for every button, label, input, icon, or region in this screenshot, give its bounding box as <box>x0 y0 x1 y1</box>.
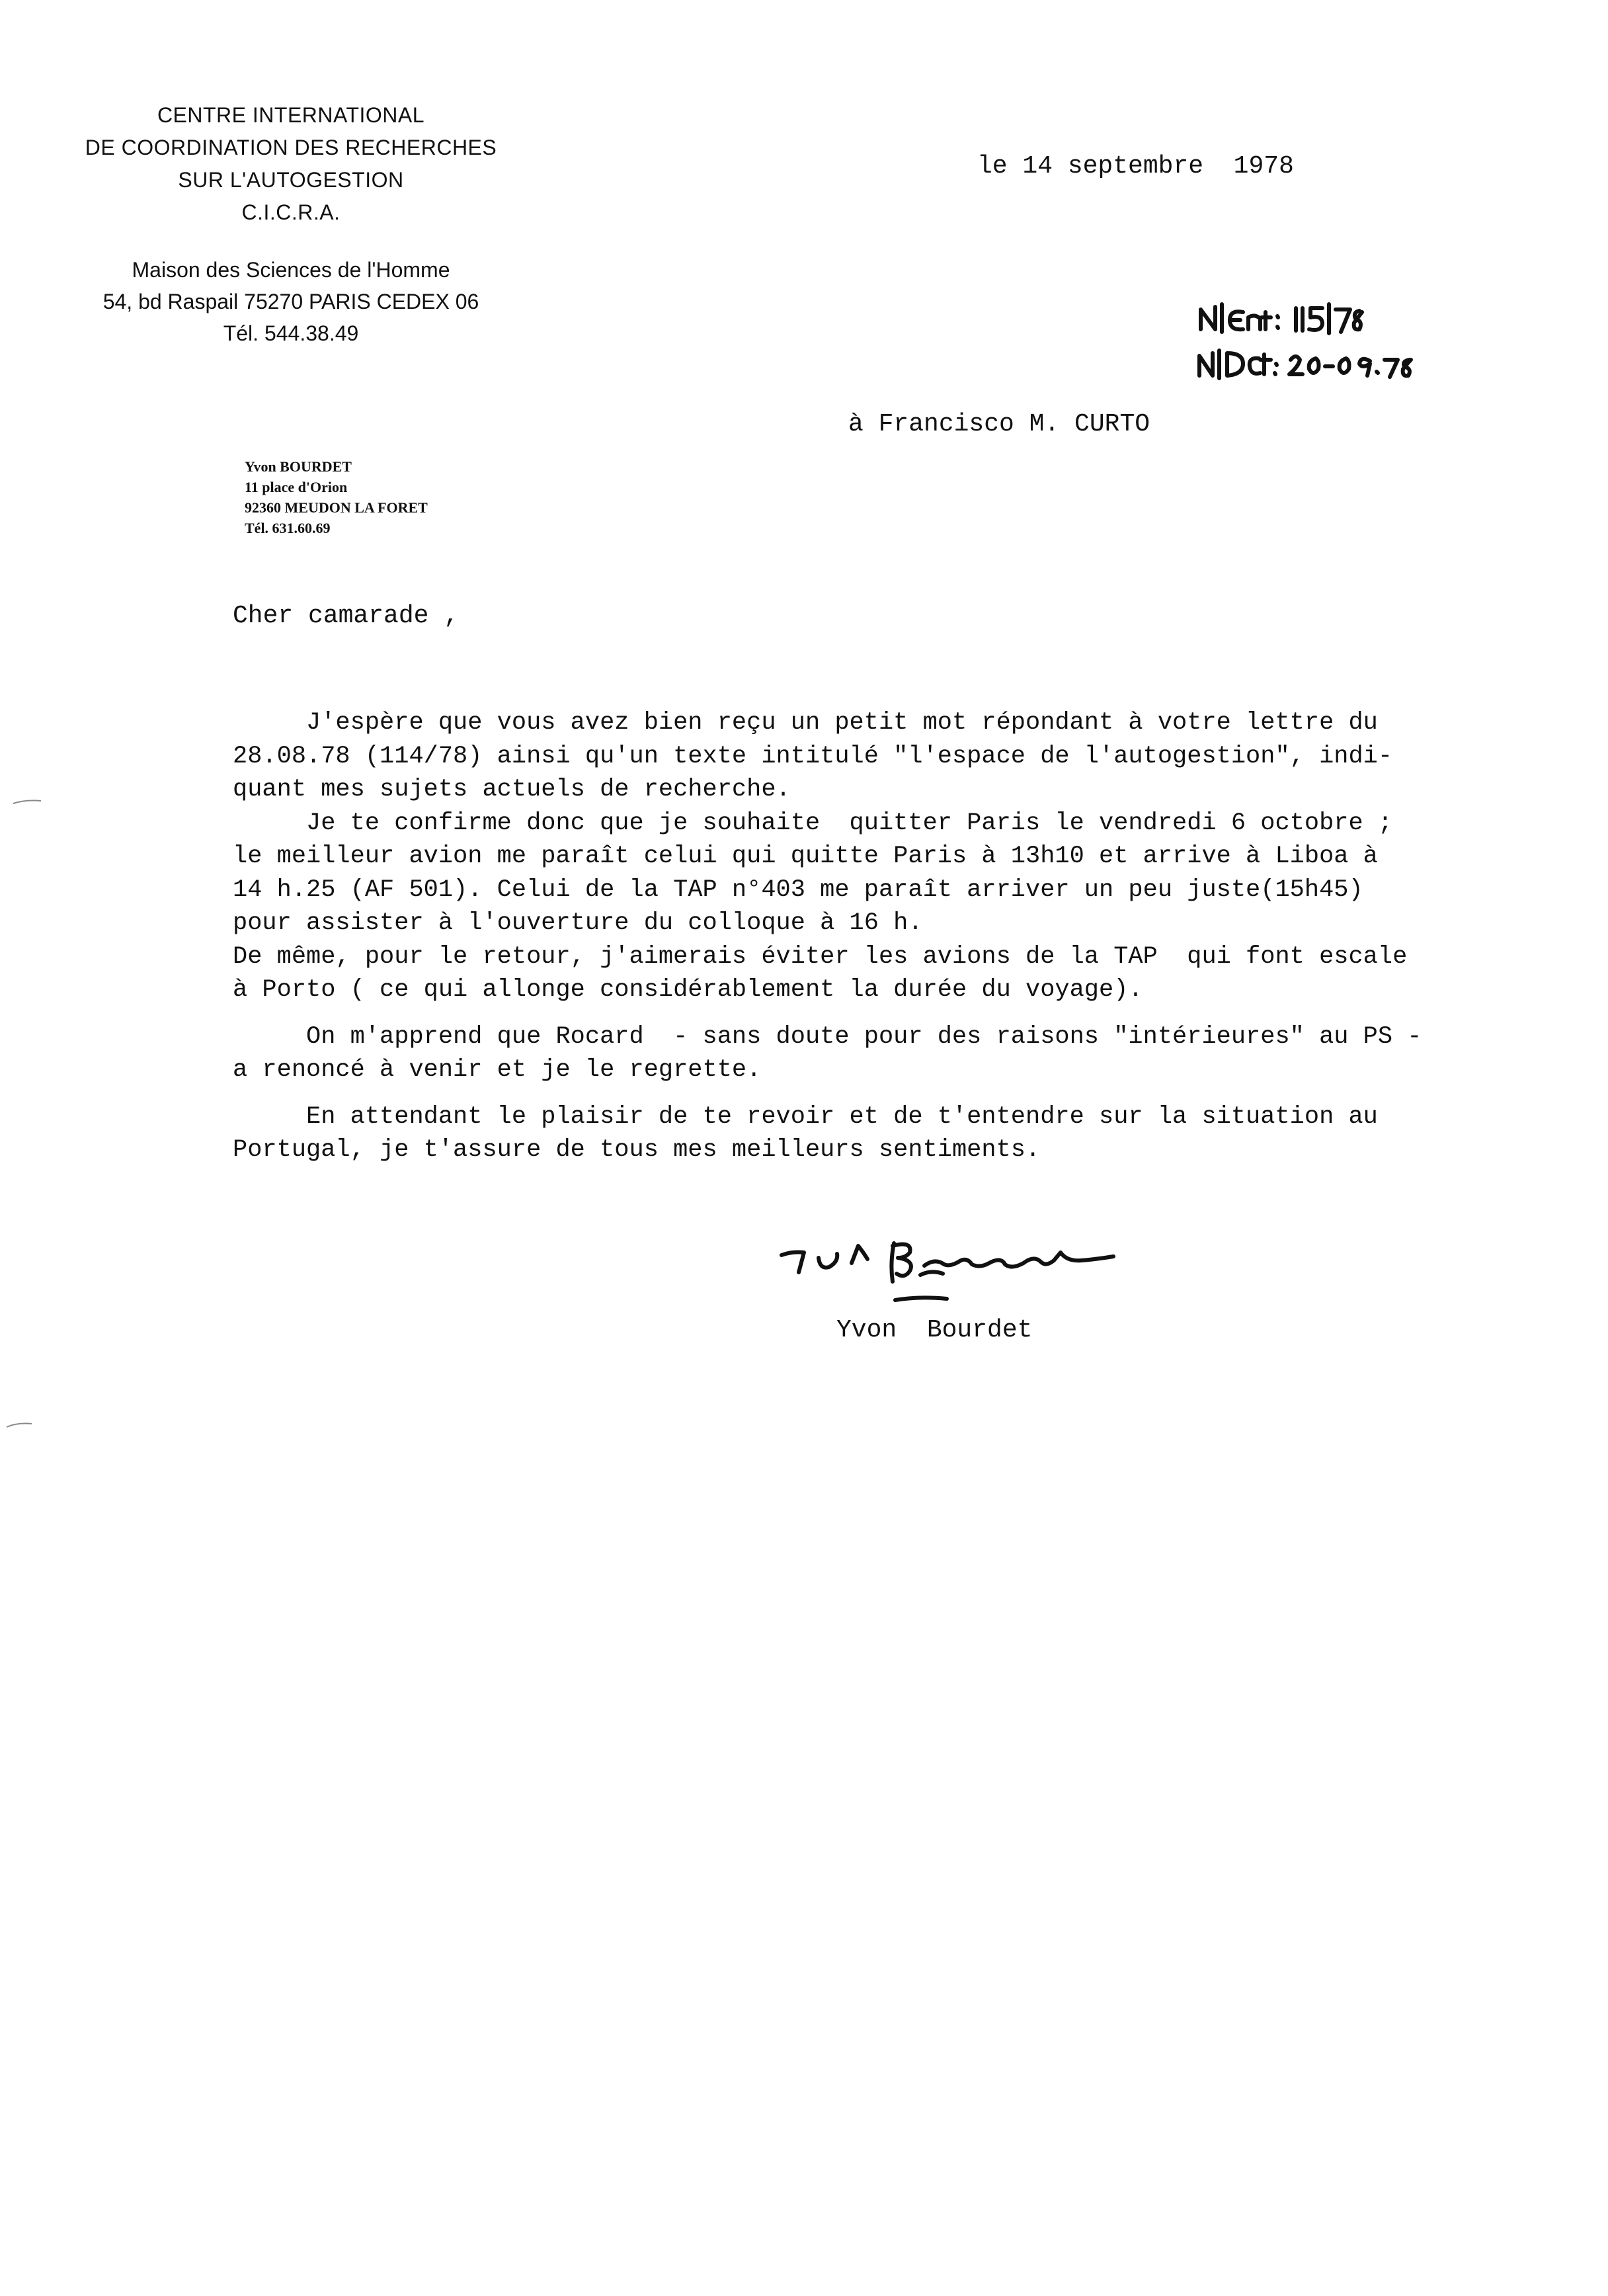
body-line: On m'apprend que Rocard - sans doute pour des raisons "intérieures" au PS - <box>233 1022 1422 1051</box>
body-line: quant mes sujets actuels de recherche. <box>233 776 791 803</box>
organization-name <box>66 99 516 229</box>
body-line: le meilleur avion me paraît celui qui quitte Paris à 13h10 et arrive à Liboa à <box>233 842 1378 870</box>
handwritten-reference-notes <box>1197 298 1435 390</box>
letter-date: le 14 septembre 1978 <box>977 152 1294 181</box>
sender-phone: Tél. 631.60.69 <box>245 520 331 536</box>
body-line: De même, pour le retour, j'aimerais éviter les avions de la TAP qui font escale <box>233 942 1408 971</box>
margin-scan-mark <box>12 797 45 806</box>
letterhead <box>66 99 516 536</box>
recipient: à Francisco M. CURTO <box>848 410 1150 438</box>
body-line: En attendant le plaisir de te revoir et de t'entendre sur la situation au <box>233 1102 1378 1131</box>
body-line: 28.08.78 (114/78) ainsi qu'un texte intitulé "l'espace de l'autogestion", indi- <box>233 742 1393 770</box>
address-line-2: 54, bd Raspail 75270 PARIS CEDEX 06 <box>102 290 479 313</box>
body-line: J'espère que vous avez bien reçu un petit mot répondant à votre lettre du <box>233 709 1378 737</box>
sender-block <box>245 456 428 538</box>
margin-scan-mark <box>5 1420 38 1430</box>
signer-name: Yvon Bourdet <box>836 1316 1033 1344</box>
org-line-2: DE COORDINATION DES RECHERCHES <box>85 136 497 159</box>
body-line: à Porto ( ce qui allonge considérablement la durée du voyage). <box>233 976 1143 1004</box>
sender-street: 11 place d'Orion <box>245 479 348 495</box>
paragraph-gap <box>233 1007 1502 1020</box>
body-line: pour assister à l'ouverture du colloque à 16 h. <box>233 909 923 937</box>
body-line: Je te confirme donc que je souhaite quitter Paris le vendredi 6 octobre ; <box>233 809 1393 837</box>
body-line: a renoncé à venir et je le regrette. <box>233 1056 762 1084</box>
letter-body <box>233 706 1502 1167</box>
organization-phone: Tél. 544.38.49 <box>223 321 359 345</box>
org-abbreviation: C.I.C.R.A. <box>241 200 341 224</box>
paragraph-gap <box>233 1087 1502 1100</box>
sender-name: Yvon BOURDET <box>245 458 352 475</box>
handwritten-signature <box>774 1217 1184 1316</box>
body-line: 14 h.25 (AF 501). Celui de la TAP n°403 me paraît arriver un peu juste(15h45) <box>233 876 1363 904</box>
sender-city: 92360 MEUDON LA FORET <box>245 499 428 516</box>
address-line-1: Maison des Sciences de l'Homme <box>132 258 450 282</box>
org-line-3: SUR L'AUTOGESTION <box>178 168 404 192</box>
body-line: Portugal, je t'assure de tous mes meilleurs sentiments. <box>233 1136 1041 1164</box>
organization-address <box>66 254 516 349</box>
salutation: Cher camarade , <box>233 602 460 630</box>
org-line-1: CENTRE INTERNATIONAL <box>157 103 425 127</box>
